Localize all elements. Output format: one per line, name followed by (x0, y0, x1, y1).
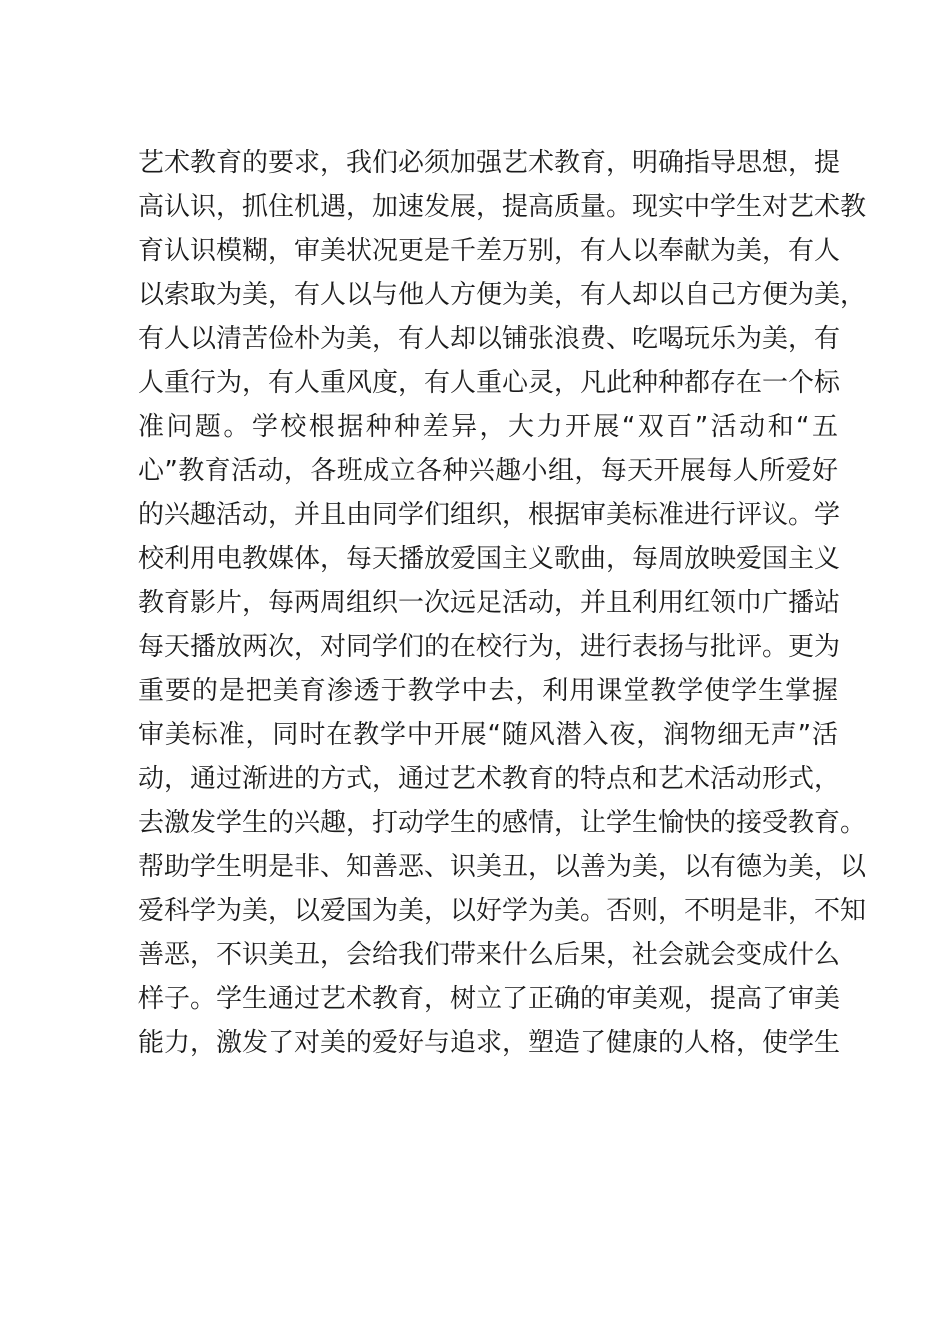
text-line: 重要的是把美育渗透于教学中去，利用课堂教学使学生掌握 (138, 676, 838, 706)
text-line: 去激发学生的兴趣，打动学生的感情，让学生愉快的接受教育。 (138, 808, 867, 838)
text-line: 心”教育活动，各班成立各种兴趣小组，每天开展每人所爱好 (138, 456, 838, 486)
text-line: 人重行为，有人重风度，有人重心灵，凡此种种都存在一个标 (138, 368, 841, 398)
text-line: 准问题。学校根据种种差异，大力开展“双百”活动和“五 (138, 412, 838, 442)
body-text (138, 141, 867, 1065)
text-line: 艺术教育的要求，我们必须加强艺术教育，明确指导思想，提 (138, 148, 841, 178)
text-line: 校利用电教媒体，每天播放爱国主义歌曲，每周放映爱国主义 (138, 544, 841, 574)
text-line: 每天播放两次，对同学们的在校行为，进行表扬与批评。更为 (138, 632, 841, 662)
text-line: 高认识，抓住机遇，加速发展，提高质量。现实中学生对艺术教 (138, 192, 867, 222)
text-line: 能力，激发了对美的爱好与追求，塑造了健康的人格，使学生 (138, 1028, 841, 1058)
text-line: 教育影片，每两周组织一次远足活动，并且利用红领巾广播站 (138, 588, 841, 618)
text-line: 育认识模糊，审美状况更是千差万别，有人以奉献为美，有人 (138, 236, 841, 266)
text-line: 有人以清苦俭朴为美，有人却以铺张浪费、吃喝玩乐为美，有 (138, 324, 841, 354)
text-line: 善恶，不识美丑，会给我们带来什么后果，社会就会变成什么 (138, 940, 841, 970)
text-line: 的兴趣活动，并且由同学们组织，根据审美标准进行评议。学 (138, 500, 841, 530)
text-line: 审美标准，同时在教学中开展“随风潜入夜，润物细无声”活 (138, 720, 838, 750)
text-line: 动，通过渐进的方式，通过艺术教育的特点和艺术活动形式， (138, 764, 841, 794)
text-line: 样子。学生通过艺术教育，树立了正确的审美观，提高了审美 (138, 984, 841, 1014)
text-line: 帮助学生明是非、知善恶、识美丑，以善为美，以有德为美，以 (138, 852, 867, 882)
text-line: 爱科学为美，以爱国为美，以好学为美。否则，不明是非，不知 (138, 896, 867, 926)
text-line: 以索取为美，有人以与他人方便为美，有人却以自己方便为美， (138, 280, 867, 310)
